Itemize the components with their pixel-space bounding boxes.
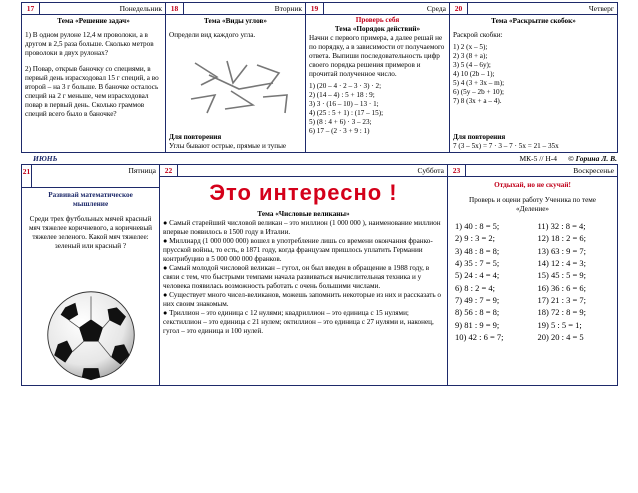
- day-cell-22: [159, 164, 448, 386]
- topic-title: Тема «Виды углов»: [204, 17, 267, 25]
- day-name: Четверг: [588, 4, 614, 13]
- list-item: 16) 36 : 6 = 6;: [537, 282, 586, 293]
- list-item: 20) 20 : 4 = 5: [537, 331, 584, 342]
- day-name: Суббота: [417, 166, 444, 175]
- list-item: 8) 56 : 8 = 8;: [455, 307, 500, 318]
- list-item: 5) 4 (3 + 3x – m);: [453, 79, 505, 87]
- day-header: [450, 3, 617, 15]
- day-header: [448, 165, 617, 177]
- month-strip: [21, 153, 617, 164]
- topic-title: Тема «Числовые великаны»: [257, 209, 350, 218]
- author-label: © Горина Л. В.: [568, 154, 617, 163]
- topic-title: Тема «Порядок действий»: [334, 25, 421, 33]
- soccer-ball-image: [45, 289, 137, 381]
- list-item: 7) 8 (3x + a – 4).: [453, 97, 502, 105]
- day-cell-21: [21, 164, 160, 386]
- day-cell-19: [305, 2, 450, 153]
- task-text: Раскрой скобки:: [453, 31, 503, 39]
- list-item: 3) 48 : 8 = 8;: [455, 245, 500, 256]
- problem-2: 2) Повар, открыв баночку со специями, в первый день израсходовал 15 г специй, а во второй – на 3 г больше. В баночке осталось специй на 2 г меньше, чем израсходовал повар в первый день. Сколько граммов специй всего было в баночке?: [25, 65, 159, 118]
- day-cell-20: [449, 2, 618, 153]
- list-item: ● Триллион – это единица с 12 нулями; квадриллион – это единица с 15 нулями; секстиллион – это единица с 21 нулем; октиллион – это единица с 27 нулями и, наконец, гугол – это единица и 100 нулей.: [163, 308, 434, 335]
- day-name: Пятница: [128, 166, 156, 175]
- list-item: ● Существует много чисел-великанов, можешь запомнить некоторые из них и рассказать о них своим знакомым.: [163, 290, 442, 308]
- facts-list: [163, 219, 444, 336]
- division-examples: [451, 220, 614, 343]
- day-number: 17: [22, 3, 40, 14]
- list-item: 2) (14 – 4) : 5 + 18 : 9;: [309, 91, 375, 99]
- day-number: 19: [306, 3, 324, 14]
- list-item: 18) 72 : 8 = 9;: [537, 307, 586, 318]
- list-item: 5) (8 : 4 + 6) · 3 – 23;: [309, 118, 372, 126]
- day-header: [160, 165, 447, 177]
- check-yourself: Проверь себя: [355, 16, 400, 24]
- list-item: 17) 21 : 3 = 7;: [537, 294, 586, 305]
- day-number: 22: [160, 165, 178, 176]
- brackets-list: [453, 43, 614, 106]
- list-item: 9) 81 : 9 = 9;: [455, 319, 500, 330]
- puzzle-text: Среди трех футбольных мячей красный мяч тяжелее коричневого, а коричневый тяжелее зеленого. Какой мяч тяжелее: зеленый или красный ?: [28, 215, 153, 250]
- day-header: [166, 3, 305, 15]
- topic-title: Тема «Решение задач»: [57, 17, 130, 25]
- list-item: 6) 8 : 2 = 4;: [455, 282, 495, 293]
- interesting-banner: Это интересно !: [209, 180, 398, 205]
- task-text: Проверь и оцени работу Ученика по теме «Деление»: [469, 196, 596, 213]
- list-item: 3) 3 · (16 – 10) – 13 · 1;: [309, 100, 379, 108]
- list-item: 4) 35 : 7 = 5;: [455, 257, 500, 268]
- examples-list: [309, 82, 446, 136]
- list-item: ● Миллиард (1 000 000 000) вошел в употребление лишь со времени окончания франко-прусской войны, то есть, в 1871 году, когда французам пришлось уплатить Германии контрибуцию в 5 000 000 000 франков.: [163, 236, 433, 263]
- list-item: 4) (25 : 5 + 1) : (17 – 15);: [309, 109, 384, 117]
- code-label: МК-5 // Н-4: [519, 154, 557, 163]
- day-header: [22, 3, 165, 15]
- topic-title: Отдыхай, но не скучай!: [494, 181, 571, 189]
- list-item: 6) (5y – 2b + 10);: [453, 88, 504, 96]
- repeat-text: Углы бывают острые, прямые и тупые: [169, 142, 287, 150]
- list-item: 3) 5 (4 – 6y);: [453, 61, 491, 69]
- list-item: 1) (20 – 4 · 2 – 3 · 3) · 2;: [309, 82, 382, 90]
- topic-title: Тема «Раскрытие скобок»: [491, 17, 576, 25]
- day-name: Среда: [426, 4, 446, 13]
- list-item: 6) 17 – (2 · 3 + 9 : 1): [309, 127, 370, 135]
- day-number: 18: [166, 3, 184, 14]
- list-item: 5) 24 : 4 = 4;: [455, 270, 500, 281]
- month-label: ИЮНЬ: [33, 154, 58, 163]
- list-item: 13) 63 : 9 = 7;: [537, 245, 586, 256]
- angles-figure: [187, 55, 297, 115]
- list-item: 10) 42 : 6 = 7;: [455, 331, 504, 342]
- task-text: Определи вид каждого угла.: [169, 31, 256, 39]
- repeat-text: 7 (3 – 5x) = 7 · 3 – 7 · 5x = 21 – 35x: [453, 142, 559, 150]
- list-item: 4) 10 (2b – 1);: [453, 70, 495, 78]
- day-cell-18: [165, 2, 306, 153]
- list-item: ● Самый молодой числовой великан – гугол, он был введен в обращение в 1988 году, в связи с тем, что быстрыми темпами начала развиваться вычислительная техника и у человека появилась возможность работать с очень большими числами.: [163, 263, 430, 290]
- day-name: Понедельник: [119, 4, 162, 13]
- list-item: 19) 5 : 5 = 1;: [537, 319, 582, 330]
- day-number: 20: [450, 3, 468, 14]
- list-item: 2) 3 (8 + a);: [453, 52, 488, 60]
- repeat-title: Для повторения: [453, 133, 506, 141]
- intro-text: Начни с первого примера, а далее решай не по порядку, а в зависимости от получаемого ответа. Выпиши последовательность цифр своего порядка решения примеров и прочитай полученное число.: [309, 34, 445, 78]
- day-header: [22, 165, 159, 188]
- list-item: 14) 12 : 4 = 3;: [537, 257, 586, 268]
- day-cell-17: [21, 2, 166, 153]
- day-name: Воскресенье: [573, 166, 614, 175]
- list-item: 7) 49 : 7 = 9;: [455, 294, 500, 305]
- topic-title: Развивай математическое мышление: [48, 191, 133, 208]
- list-item: 2) 9 : 3 = 2;: [455, 233, 495, 244]
- repeat-title: Для повторения: [169, 133, 222, 141]
- day-header: [306, 3, 449, 15]
- list-item: 1) 40 : 8 = 5;: [455, 221, 500, 231]
- problem-1: 1) В одном рулоне 12,4 м проволоки, а в другом в 2,5 раза больше. Сколько метров проволоки в двух рулонах?: [25, 31, 154, 57]
- list-item: 1) 2 (x – 5);: [453, 43, 488, 51]
- day-number: 23: [448, 165, 466, 176]
- day-number: 21: [22, 165, 32, 187]
- list-item: 15) 45 : 5 = 9;: [537, 270, 586, 281]
- list-item: 12) 18 : 2 = 6;: [537, 233, 586, 244]
- list-item: 11) 32 : 8 = 4;: [537, 221, 586, 231]
- day-cell-23: [447, 164, 618, 386]
- day-name: Вторник: [274, 4, 302, 13]
- list-item: ● Самый старейший числовой великан – это миллион (1 000 000 ), наименование миллион впервые появилось в 1500 году в Италии.: [163, 218, 441, 236]
